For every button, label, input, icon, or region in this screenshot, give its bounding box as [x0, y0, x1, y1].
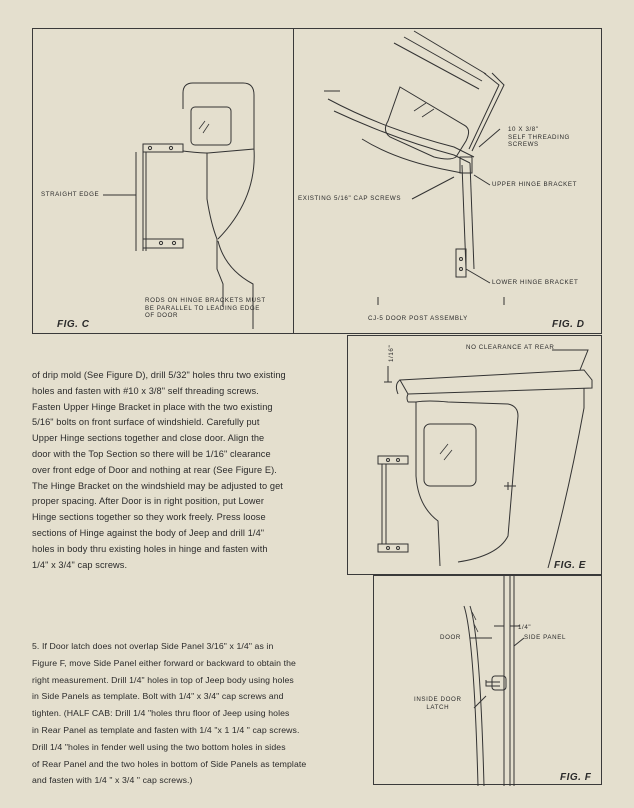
text-line: holes and fasten with #10 x 3/8" self threading screws. [32, 385, 259, 396]
latch-label-line: INSIDE DOOR [414, 696, 462, 703]
lower-hinge-bracket-label: LOWER HINGE BRACKET [492, 279, 579, 286]
text-line: of drip mold (See Figure D), drill 5/32" holes thru two existing [32, 370, 286, 380]
screws-label [508, 126, 570, 149]
assembly-label: CJ-5 DOOR POST ASSEMBLY [368, 315, 468, 322]
text-line: in Side Panels as template. Bolt with 1/4" x 3/4" cap screws and [32, 691, 284, 702]
screws-label-line: 10 X 3/8" [508, 126, 539, 133]
figure-f-label: FIG. F [560, 772, 592, 783]
text-line: door with the Top Section so there will be 1/16" clearance [32, 448, 271, 459]
cap-screws-label: EXISTING 5/16" CAP SCREWS [298, 195, 402, 202]
text-line: Drill 1/4 "holes in fender well using the two bottom holes in sides [32, 741, 286, 752]
figure-c-note [145, 297, 266, 320]
text-line: over front edge of Door and nothing at rear (See Figure E). [32, 464, 277, 475]
text-line: right measurement. Drill 1/4" holes in top of Jeep body using holes [32, 674, 294, 685]
text-line: The Hinge Bracket on the windshield may be adjusted to get [32, 480, 283, 491]
text-line: of Rear Panel and the two holes in bottom of Side Panels as template [32, 758, 307, 769]
no-clearance-label: NO CLEARANCE AT REAR [466, 344, 555, 351]
text-line: Upper Hinge sections together and close door. Align the [32, 433, 265, 444]
instructions-paragraph-1 [32, 368, 348, 573]
text-line: 5/16" bolts on front surface of windshield. Carefully put [32, 417, 260, 428]
straight-edge-label: STRAIGHT EDGE [41, 191, 100, 198]
text-line: in Rear Panel as template and fasten with 1/4 "x 1 1/4 " cap screws. [32, 724, 300, 735]
figure-e [347, 335, 602, 575]
screws-label-line: SCREWS [508, 141, 539, 148]
text-line: holes in body thru existing holes in hinge and fasten with [32, 543, 268, 554]
figure-e-drawing [348, 336, 603, 576]
text-line: and fasten with 1/4 " x 3/4 " cap screws.) [32, 775, 193, 786]
figure-c [32, 28, 294, 334]
figure-f [373, 575, 602, 785]
side-panel-label: SIDE PANEL [524, 634, 566, 641]
figure-c-note-line: RODS ON HINGE BRACKETS MUST [145, 297, 266, 304]
text-line: proper spacing. After Door is in right position, put Lower [32, 496, 265, 507]
figure-d-label: FIG. D [552, 319, 585, 330]
figure-c-note-line: BE PARALLEL TO LEADING EDGE [145, 304, 261, 312]
latch-label [414, 696, 462, 711]
figure-d [293, 28, 602, 334]
dimension-label: 1/4" [518, 624, 532, 631]
figure-e-label: FIG. E [554, 560, 586, 571]
text-line: Hinge sections together so they work freely. Press loose [32, 512, 266, 523]
door-label: DOOR [440, 634, 461, 641]
figure-c-label: FIG. C [57, 319, 90, 330]
text-line: 5. If Door latch does not overlap Side Panel 3/16" x 1/4" as in [32, 641, 274, 651]
instructions-paragraph-2 [32, 638, 372, 789]
text-line: Fasten Upper Hinge Bracket in place with the two existing [32, 401, 273, 412]
text-line: tighten. (HALF CAB: Drill 1/4 "holes thru floor of Jeep using holes [32, 708, 290, 719]
latch-label-line: LATCH [426, 703, 450, 711]
clearance-dimension: 1/16" [388, 344, 395, 362]
upper-hinge-bracket-label: UPPER HINGE BRACKET [492, 181, 577, 188]
figure-c-note-line: OF DOOR [145, 312, 179, 319]
figure-f-drawing [374, 576, 603, 786]
text-line: 1/4" x 3/4" cap screws. [32, 559, 128, 570]
screws-label-line: SELF THREADING [508, 133, 570, 141]
figure-c-drawing [33, 29, 295, 335]
text-line: sections of Hinge against the body of Jeep and drill 1/4" [32, 527, 265, 538]
text-line: Figure F, move Side Panel either forward or backward to obtain the [32, 657, 296, 668]
